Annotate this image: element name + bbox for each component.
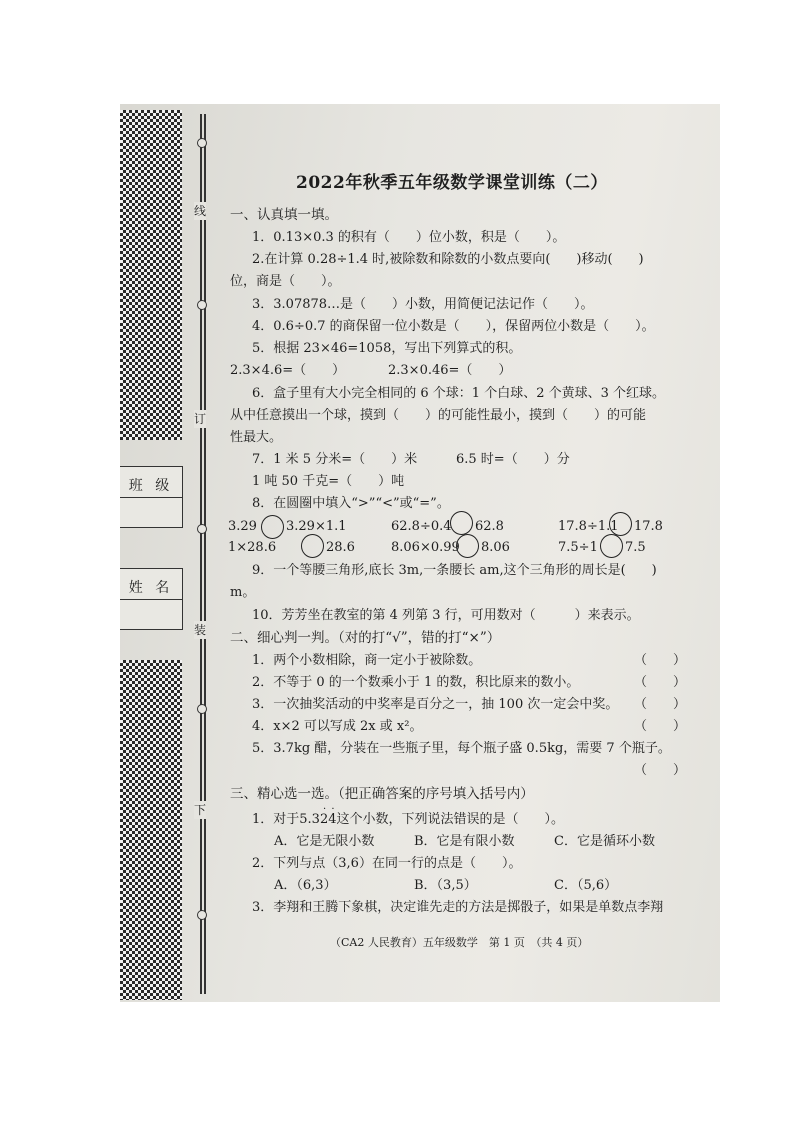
compare-circle[interactable] bbox=[450, 511, 473, 535]
scanned-page-photo bbox=[120, 104, 720, 1002]
s2-answer-bracket[interactable]: （ ） bbox=[634, 719, 687, 734]
compare-left: 8.06×0.99 bbox=[391, 540, 460, 555]
compare-left: 17.8÷1.1 bbox=[558, 519, 619, 534]
binding-char-xia: 下 bbox=[194, 803, 207, 817]
compare-left: 3.29 bbox=[228, 519, 257, 534]
s1-question-5b: 2.3×0.46=（ ） bbox=[388, 363, 512, 378]
compare-right: 3.29×1.1 bbox=[286, 519, 347, 534]
compare-right: 62.8 bbox=[475, 519, 504, 534]
s2-item-3: 3．一次抽奖活动的中奖率是百分之一，抽 100 次一定会中奖。 bbox=[252, 697, 619, 712]
s1-question-3: 3．3.07878…是（ ）小数，用简便记法记作（ ）。 bbox=[252, 297, 594, 312]
s3-q2-option-b[interactable]: B．（3,5） bbox=[414, 878, 477, 893]
binding-char-zhuang: 装 bbox=[194, 623, 207, 637]
s1-question-6-cont: 从中任意摸出一个球，摸到（ ）的可能性最小，摸到（ ）的可能 bbox=[230, 408, 647, 423]
s1-question-6: 6．盒子里有大小完全相同的 6 个球：1 个白球、2 个黄球、3 个红球。 bbox=[252, 386, 666, 401]
s1-question-6-cont2: 性最大。 bbox=[230, 430, 283, 445]
s1-question-5a: 2.3×4.6=（ ） bbox=[230, 363, 346, 378]
page-footer: （CA2 人民教育）五年级数学 第 1 页 （共 4 页） bbox=[330, 936, 589, 949]
repeating-decimal-dots: · · bbox=[323, 804, 336, 815]
s1-question-1: 1．0.13×0.3 的积有（ ）位小数，积是（ ）。 bbox=[252, 230, 566, 245]
s1-question-8: 8．在圆圈中填入“>”“<”或“=”。 bbox=[252, 496, 450, 511]
compare-circle[interactable] bbox=[301, 534, 324, 558]
compare-left: 1×28.6 bbox=[228, 540, 277, 555]
section3-heading: 三、精心选一选。（把正确答案的序号填入括号内） bbox=[230, 786, 534, 802]
s1-question-5: 5．根据 23×46=1058，写出下列算式的积。 bbox=[252, 341, 522, 356]
class-label: 班 级 bbox=[128, 478, 174, 494]
s1-question-4: 4．0.6÷0.7 的商保留一位小数是（ ），保留两位小数是（ ）。 bbox=[252, 319, 655, 334]
s3-question-3: 3．李翔和王腾下象棋，决定谁先走的方法是掷骰子，如果是单数点李翔 bbox=[252, 900, 664, 915]
binding-char-ding: 订 bbox=[194, 412, 207, 426]
binding-char-xian: 线 bbox=[194, 204, 207, 218]
compare-right: 8.06 bbox=[481, 540, 510, 555]
s2-item-1: 1．两个小数相除，商一定小于被除数。 bbox=[252, 653, 482, 668]
s2-item-2: 2．不等于 0 的一个数乘小于 1 的数，积比原来的数小。 bbox=[252, 675, 580, 690]
s3-q1-option-a[interactable]: A．它是无限小数 bbox=[274, 834, 375, 849]
s1-question-7a: 7．1 米 5 分米=（ ）米 bbox=[252, 452, 418, 467]
s3-question-1: 1．对于5.324这个小数，下列说法错误的是（ ）。 bbox=[252, 812, 564, 827]
page-title: 2022年秋季五年级数学课堂训练（二） bbox=[296, 173, 608, 193]
compare-circle[interactable] bbox=[456, 534, 479, 558]
compare-right: 17.8 bbox=[634, 519, 663, 534]
s2-item-5: 5．3.7kg 醋，分装在一些瓶子里，每个瓶子盛 0.5kg，需要 7 个瓶子。 bbox=[252, 741, 671, 756]
s1-question-9-cont: m。 bbox=[230, 585, 256, 600]
s3-question-2: 2．下列与点（3,6）在同一行的点是（ ）。 bbox=[252, 856, 522, 871]
s3-q2-option-c[interactable]: C．（5,6） bbox=[554, 878, 618, 893]
compare-right: 7.5 bbox=[625, 540, 646, 555]
s2-answer-bracket[interactable]: （ ） bbox=[634, 653, 687, 668]
s3-q2-option-a[interactable]: A．（6,3） bbox=[274, 878, 337, 893]
s2-answer-bracket[interactable]: （ ） bbox=[634, 763, 687, 778]
compare-left: 7.5÷1 bbox=[558, 540, 598, 555]
s1-question-7b: 6.5 时=（ ）分 bbox=[456, 452, 570, 467]
section2-heading: 二、细心判一判。（对的打“√”，错的打“×”） bbox=[230, 630, 501, 646]
s3-q1-option-c[interactable]: C．它是循环小数 bbox=[554, 834, 655, 849]
compare-circle[interactable] bbox=[609, 512, 632, 536]
compare-circle[interactable] bbox=[261, 515, 284, 539]
s1-question-2: 2.在计算 0.28÷1.4 时,被除数和除数的小数点要向( )移动( ) bbox=[252, 252, 644, 267]
compare-left: 62.8÷0.4 bbox=[391, 519, 452, 534]
s3-q1-option-b[interactable]: B．它是有限小数 bbox=[414, 834, 515, 849]
s1-question-7c: 1 吨 50 千克=（ ）吨 bbox=[252, 474, 405, 489]
compare-right: 28.6 bbox=[326, 540, 355, 555]
section1-heading: 一、认真填一填。 bbox=[230, 207, 338, 223]
compare-circle[interactable] bbox=[600, 534, 623, 558]
exam-content bbox=[120, 104, 720, 1002]
s2-answer-bracket[interactable]: （ ） bbox=[634, 697, 687, 712]
name-label: 姓 名 bbox=[128, 580, 174, 596]
s1-question-9: 9．一个等腰三角形,底长 3m,一条腰长 am,这个三角形的周长是( ) bbox=[252, 563, 657, 578]
s1-question-2-cont: 位，商是（ ）。 bbox=[230, 274, 341, 289]
s1-question-10: 10．芳芳坐在教室的第 4 列第 3 行，可用数对（ ）来表示。 bbox=[252, 608, 640, 623]
s2-answer-bracket[interactable]: （ ） bbox=[634, 675, 687, 690]
s2-item-4: 4．x×2 可以写成 2x 或 x²。 bbox=[252, 719, 423, 734]
